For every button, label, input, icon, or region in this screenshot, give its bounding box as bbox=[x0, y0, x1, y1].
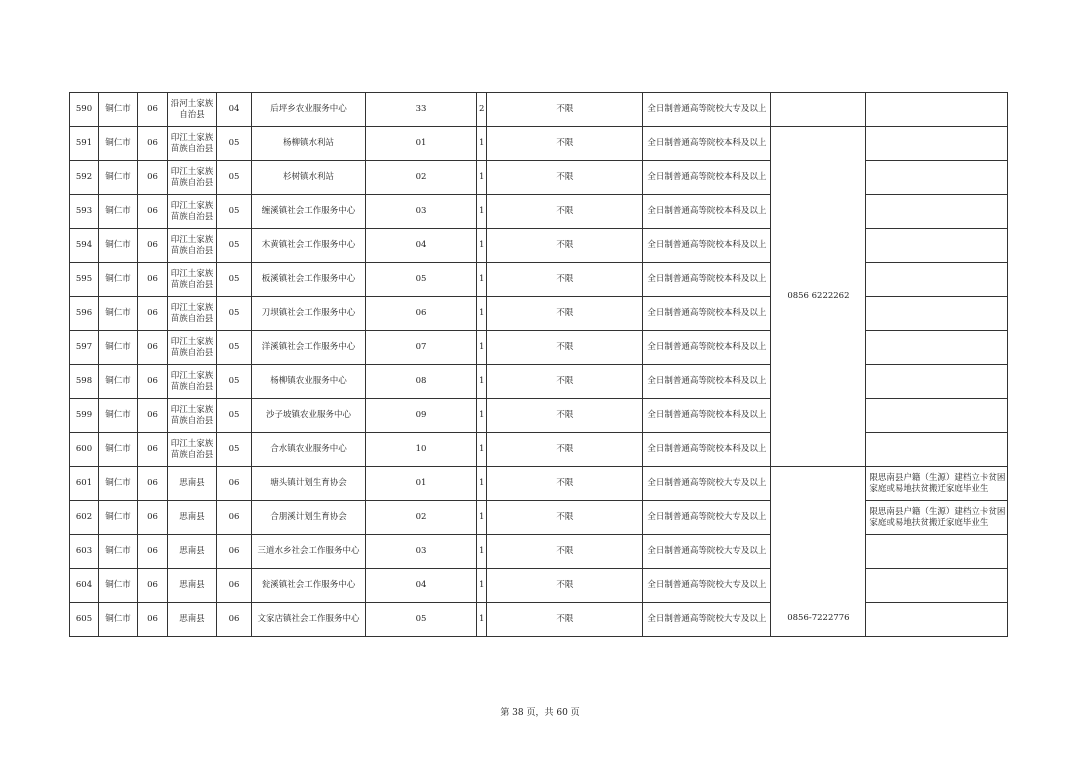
hire-count: 1 bbox=[477, 229, 487, 263]
city-name: 铜仁市 bbox=[99, 297, 138, 331]
county-name: 思南县 bbox=[168, 603, 217, 637]
remark: 限思南县户籍（生源）建档立卡贫困家庭或易地扶贫搬迁家庭毕业生 bbox=[866, 501, 1008, 535]
major-limit: 不限 bbox=[487, 127, 643, 161]
position-code: 09 bbox=[366, 399, 477, 433]
hire-count: 1 bbox=[477, 501, 487, 535]
row-number: 595 bbox=[70, 263, 99, 297]
row-number: 596 bbox=[70, 297, 99, 331]
hire-count: 1 bbox=[477, 263, 487, 297]
city-code: 06 bbox=[138, 297, 168, 331]
row-number: 597 bbox=[70, 331, 99, 365]
row-number: 598 bbox=[70, 365, 99, 399]
major-limit: 不限 bbox=[487, 467, 643, 501]
remark bbox=[866, 535, 1008, 569]
position-code: 01 bbox=[366, 467, 477, 501]
position-code: 04 bbox=[366, 569, 477, 603]
city-name: 铜仁市 bbox=[99, 535, 138, 569]
county-code: 04 bbox=[217, 93, 252, 127]
recruitment-table bbox=[69, 92, 1008, 637]
unit-name: 杉树镇水利站 bbox=[252, 161, 366, 195]
unit-name: 板溪镇社会工作服务中心 bbox=[252, 263, 366, 297]
city-name: 铜仁市 bbox=[99, 433, 138, 467]
education-requirement: 全日制普通高等院校大专及以上 bbox=[643, 569, 771, 603]
hire-count: 1 bbox=[477, 127, 487, 161]
table-row bbox=[70, 365, 1008, 399]
city-code: 06 bbox=[138, 535, 168, 569]
major-limit: 不限 bbox=[487, 399, 643, 433]
remark bbox=[866, 161, 1008, 195]
table-row bbox=[70, 569, 1008, 603]
county-code: 05 bbox=[217, 331, 252, 365]
hire-count: 1 bbox=[477, 365, 487, 399]
row-number: 593 bbox=[70, 195, 99, 229]
table-body bbox=[70, 93, 1008, 637]
hire-count: 2 bbox=[477, 93, 487, 127]
row-number: 605 bbox=[70, 603, 99, 637]
table-row bbox=[70, 195, 1008, 229]
city-code: 06 bbox=[138, 399, 168, 433]
education-requirement: 全日制普通高等院校本科及以上 bbox=[643, 399, 771, 433]
remark bbox=[866, 93, 1008, 127]
unit-name: 杨柳镇水利站 bbox=[252, 127, 366, 161]
table-row bbox=[70, 603, 1008, 637]
row-number: 603 bbox=[70, 535, 99, 569]
unit-name: 刀坝镇社会工作服务中心 bbox=[252, 297, 366, 331]
education-requirement: 全日制普通高等院校本科及以上 bbox=[643, 195, 771, 229]
table-row bbox=[70, 331, 1008, 365]
city-name: 铜仁市 bbox=[99, 195, 138, 229]
city-code: 06 bbox=[138, 433, 168, 467]
row-number: 590 bbox=[70, 93, 99, 127]
position-code: 07 bbox=[366, 331, 477, 365]
hire-count: 1 bbox=[477, 399, 487, 433]
hire-count: 1 bbox=[477, 161, 487, 195]
remark bbox=[866, 603, 1008, 637]
table-row bbox=[70, 467, 1008, 501]
hire-count: 1 bbox=[477, 297, 487, 331]
major-limit: 不限 bbox=[487, 535, 643, 569]
major-limit: 不限 bbox=[487, 501, 643, 535]
county-code: 05 bbox=[217, 229, 252, 263]
table-row bbox=[70, 263, 1008, 297]
county-name: 印江土家族苗族自治县 bbox=[168, 399, 217, 433]
position-code: 06 bbox=[366, 297, 477, 331]
unit-name: 三道水乡社会工作服务中心 bbox=[252, 535, 366, 569]
county-name: 印江土家族苗族自治县 bbox=[168, 127, 217, 161]
hire-count: 1 bbox=[477, 535, 487, 569]
remark bbox=[866, 433, 1008, 467]
major-limit: 不限 bbox=[487, 603, 643, 637]
table-row bbox=[70, 229, 1008, 263]
hire-count: 1 bbox=[477, 467, 487, 501]
city-code: 06 bbox=[138, 331, 168, 365]
row-number: 602 bbox=[70, 501, 99, 535]
city-code: 06 bbox=[138, 195, 168, 229]
city-code: 06 bbox=[138, 467, 168, 501]
county-name: 印江土家族苗族自治县 bbox=[168, 229, 217, 263]
city-name: 铜仁市 bbox=[99, 127, 138, 161]
education-requirement: 全日制普通高等院校本科及以上 bbox=[643, 161, 771, 195]
table-row bbox=[70, 93, 1008, 127]
table-row bbox=[70, 297, 1008, 331]
county-code: 05 bbox=[217, 433, 252, 467]
education-requirement: 全日制普通高等院校本科及以上 bbox=[643, 297, 771, 331]
unit-name: 合水镇农业服务中心 bbox=[252, 433, 366, 467]
remark bbox=[866, 331, 1008, 365]
education-requirement: 全日制普通高等院校大专及以上 bbox=[643, 467, 771, 501]
position-code: 03 bbox=[366, 535, 477, 569]
row-number: 600 bbox=[70, 433, 99, 467]
major-limit: 不限 bbox=[487, 331, 643, 365]
position-code: 04 bbox=[366, 229, 477, 263]
city-code: 06 bbox=[138, 365, 168, 399]
position-code: 05 bbox=[366, 603, 477, 637]
county-code: 06 bbox=[217, 569, 252, 603]
city-name: 铜仁市 bbox=[99, 331, 138, 365]
city-code: 06 bbox=[138, 161, 168, 195]
hire-count: 1 bbox=[477, 331, 487, 365]
unit-name: 瓮溪镇社会工作服务中心 bbox=[252, 569, 366, 603]
remark: 限思南县户籍（生源）建档立卡贫困家庭或易地扶贫搬迁家庭毕业生 bbox=[866, 467, 1008, 501]
county-code: 05 bbox=[217, 161, 252, 195]
position-code: 10 bbox=[366, 433, 477, 467]
city-code: 06 bbox=[138, 569, 168, 603]
major-limit: 不限 bbox=[487, 229, 643, 263]
table-row bbox=[70, 161, 1008, 195]
county-code: 06 bbox=[217, 501, 252, 535]
county-name: 印江土家族苗族自治县 bbox=[168, 263, 217, 297]
hire-count: 1 bbox=[477, 195, 487, 229]
table-row bbox=[70, 127, 1008, 161]
remark bbox=[866, 127, 1008, 161]
unit-name: 缠溪镇社会工作服务中心 bbox=[252, 195, 366, 229]
table-row bbox=[70, 535, 1008, 569]
city-name: 铜仁市 bbox=[99, 467, 138, 501]
education-requirement: 全日制普通高等院校本科及以上 bbox=[643, 331, 771, 365]
position-code: 03 bbox=[366, 195, 477, 229]
unit-name: 后坪乡农业服务中心 bbox=[252, 93, 366, 127]
education-requirement: 全日制普通高等院校大专及以上 bbox=[643, 93, 771, 127]
remark bbox=[866, 195, 1008, 229]
city-code: 06 bbox=[138, 93, 168, 127]
county-name: 印江土家族苗族自治县 bbox=[168, 433, 217, 467]
county-name: 印江土家族苗族自治县 bbox=[168, 365, 217, 399]
county-code: 05 bbox=[217, 195, 252, 229]
county-code: 06 bbox=[217, 535, 252, 569]
city-code: 06 bbox=[138, 603, 168, 637]
table-row bbox=[70, 433, 1008, 467]
position-code: 33 bbox=[366, 93, 477, 127]
major-limit: 不限 bbox=[487, 161, 643, 195]
major-limit: 不限 bbox=[487, 569, 643, 603]
education-requirement: 全日制普通高等院校大专及以上 bbox=[643, 501, 771, 535]
row-number: 599 bbox=[70, 399, 99, 433]
row-number: 601 bbox=[70, 467, 99, 501]
county-name: 印江土家族苗族自治县 bbox=[168, 297, 217, 331]
city-name: 铜仁市 bbox=[99, 263, 138, 297]
county-code: 05 bbox=[217, 297, 252, 331]
city-name: 铜仁市 bbox=[99, 501, 138, 535]
unit-name: 洋溪镇社会工作服务中心 bbox=[252, 331, 366, 365]
education-requirement: 全日制普通高等院校大专及以上 bbox=[643, 535, 771, 569]
education-requirement: 全日制普通高等院校本科及以上 bbox=[643, 263, 771, 297]
education-requirement: 全日制普通高等院校本科及以上 bbox=[643, 229, 771, 263]
city-code: 06 bbox=[138, 229, 168, 263]
remark bbox=[866, 229, 1008, 263]
contact-phone bbox=[771, 93, 866, 127]
major-limit: 不限 bbox=[487, 365, 643, 399]
position-code: 02 bbox=[366, 161, 477, 195]
county-code: 05 bbox=[217, 127, 252, 161]
table-row bbox=[70, 501, 1008, 535]
remark bbox=[866, 365, 1008, 399]
remark bbox=[866, 569, 1008, 603]
county-name: 思南县 bbox=[168, 535, 217, 569]
county-name: 印江土家族苗族自治县 bbox=[168, 161, 217, 195]
position-code: 05 bbox=[366, 263, 477, 297]
remark bbox=[866, 297, 1008, 331]
position-code: 01 bbox=[366, 127, 477, 161]
major-limit: 不限 bbox=[487, 263, 643, 297]
unit-name: 合朋溪计划生育协会 bbox=[252, 501, 366, 535]
hire-count: 1 bbox=[477, 603, 487, 637]
position-code: 08 bbox=[366, 365, 477, 399]
table-row bbox=[70, 399, 1008, 433]
county-code: 05 bbox=[217, 365, 252, 399]
education-requirement: 全日制普通高等院校本科及以上 bbox=[643, 365, 771, 399]
city-name: 铜仁市 bbox=[99, 229, 138, 263]
city-name: 铜仁市 bbox=[99, 161, 138, 195]
row-number: 592 bbox=[70, 161, 99, 195]
city-name: 铜仁市 bbox=[99, 365, 138, 399]
city-name: 铜仁市 bbox=[99, 93, 138, 127]
city-code: 06 bbox=[138, 501, 168, 535]
county-code: 05 bbox=[217, 263, 252, 297]
row-number: 604 bbox=[70, 569, 99, 603]
county-code: 06 bbox=[217, 467, 252, 501]
city-name: 铜仁市 bbox=[99, 569, 138, 603]
county-name: 思南县 bbox=[168, 569, 217, 603]
county-name: 沿河土家族自治县 bbox=[168, 93, 217, 127]
county-name: 印江土家族苗族自治县 bbox=[168, 331, 217, 365]
city-code: 06 bbox=[138, 263, 168, 297]
education-requirement: 全日制普通高等院校本科及以上 bbox=[643, 433, 771, 467]
contact-phone: 0856-7222776 bbox=[771, 467, 866, 637]
major-limit: 不限 bbox=[487, 297, 643, 331]
unit-name: 塘头镇计划生育协会 bbox=[252, 467, 366, 501]
county-name: 思南县 bbox=[168, 467, 217, 501]
row-number: 594 bbox=[70, 229, 99, 263]
major-limit: 不限 bbox=[487, 433, 643, 467]
city-name: 铜仁市 bbox=[99, 399, 138, 433]
unit-name: 木黄镇社会工作服务中心 bbox=[252, 229, 366, 263]
city-name: 铜仁市 bbox=[99, 603, 138, 637]
page-footer: 第 38 页，共 60 页 bbox=[500, 708, 580, 718]
row-number: 591 bbox=[70, 127, 99, 161]
hire-count: 1 bbox=[477, 433, 487, 467]
county-name: 印江土家族苗族自治县 bbox=[168, 195, 217, 229]
education-requirement: 全日制普通高等院校本科及以上 bbox=[643, 127, 771, 161]
county-code: 06 bbox=[217, 603, 252, 637]
city-code: 06 bbox=[138, 127, 168, 161]
unit-name: 杨柳镇农业服务中心 bbox=[252, 365, 366, 399]
major-limit: 不限 bbox=[487, 93, 643, 127]
remark bbox=[866, 399, 1008, 433]
remark bbox=[866, 263, 1008, 297]
contact-phone: 0856 6222262 bbox=[771, 127, 866, 467]
unit-name: 文家店镇社会工作服务中心 bbox=[252, 603, 366, 637]
hire-count: 1 bbox=[477, 569, 487, 603]
major-limit: 不限 bbox=[487, 195, 643, 229]
position-code: 02 bbox=[366, 501, 477, 535]
education-requirement: 全日制普通高等院校大专及以上 bbox=[643, 603, 771, 637]
unit-name: 沙子坡镇农业服务中心 bbox=[252, 399, 366, 433]
county-code: 05 bbox=[217, 399, 252, 433]
county-name: 思南县 bbox=[168, 501, 217, 535]
